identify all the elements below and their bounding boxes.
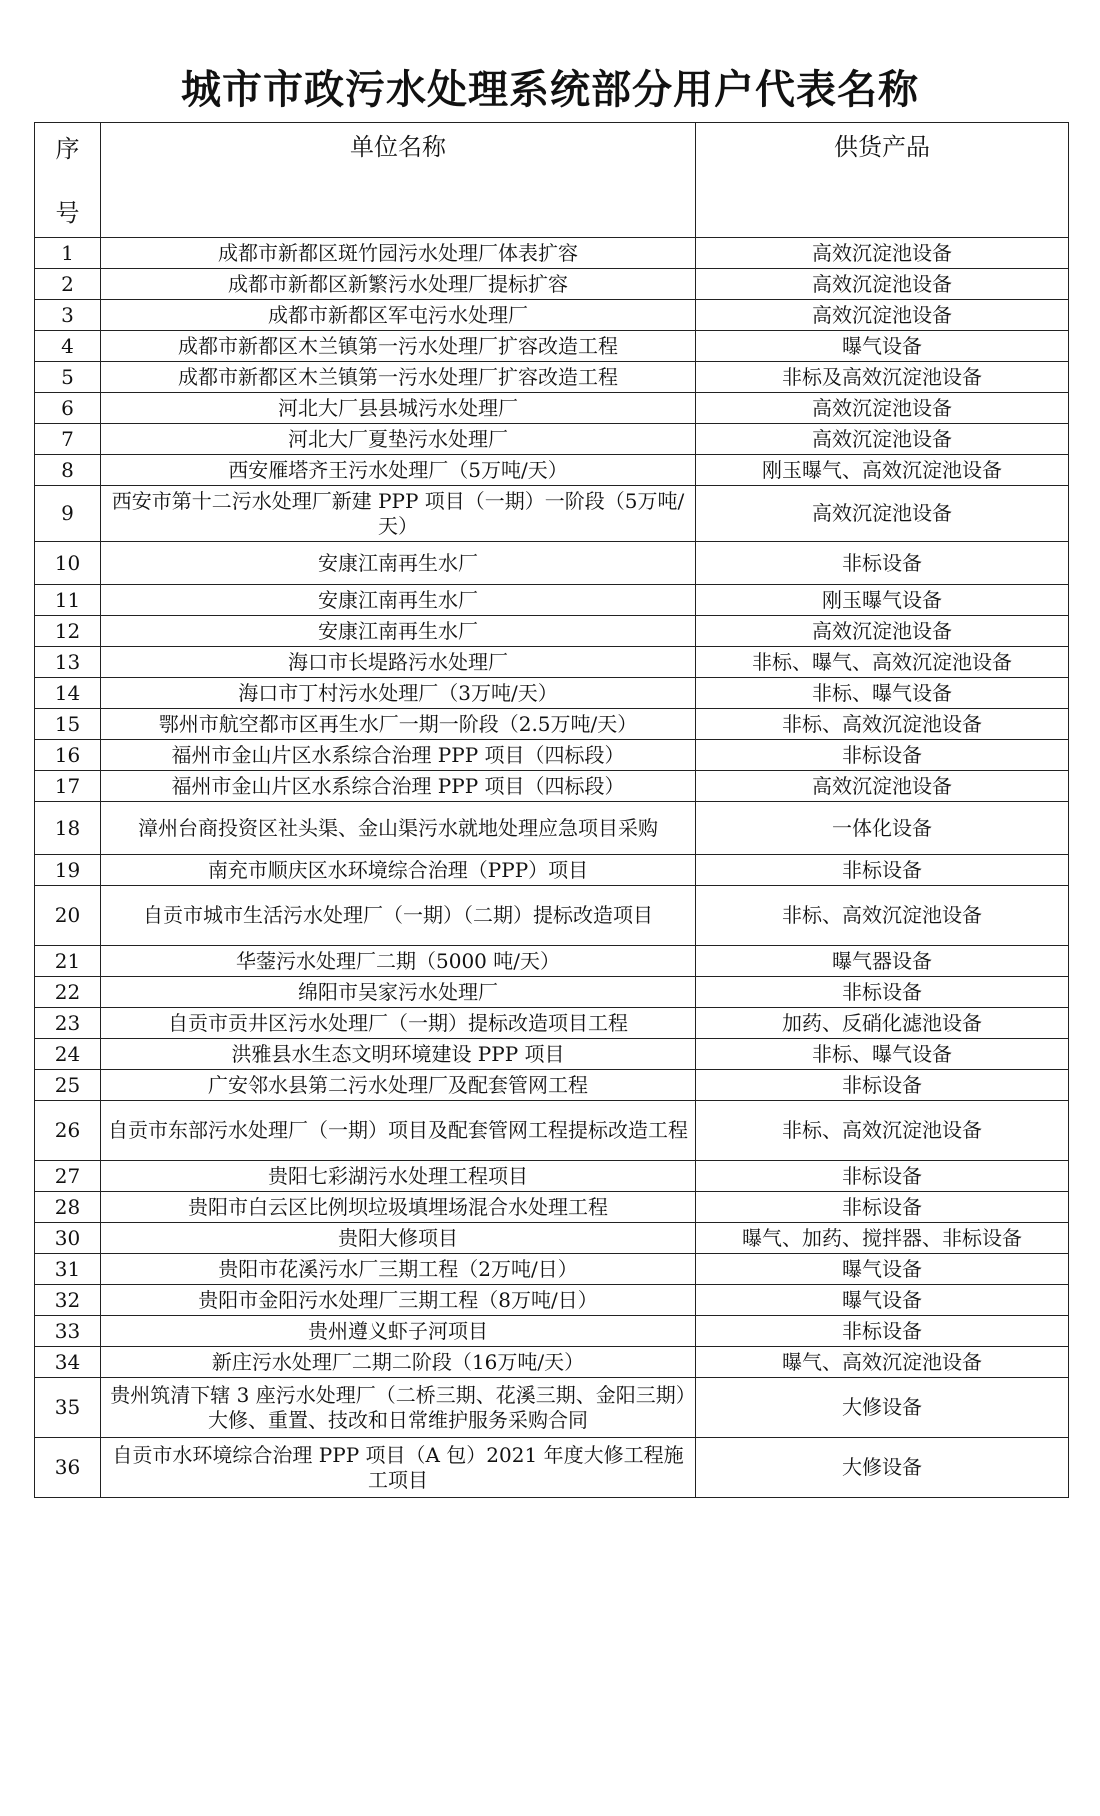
table-row: [35, 1223, 1069, 1254]
row-unit-name: 海口市长堤路污水处理厂: [101, 647, 696, 678]
table-row: [35, 455, 1069, 486]
row-product: 曝气设备: [696, 1254, 1069, 1285]
row-unit-name: 成都市新都区木兰镇第一污水处理厂扩容改造工程: [101, 331, 696, 362]
row-number: 11: [35, 585, 101, 616]
row-unit-name: 华蓥污水处理厂二期（5000 吨/天）: [101, 946, 696, 977]
row-number: 5: [35, 362, 101, 393]
row-unit-name: 成都市新都区斑竹园污水处理厂体表扩容: [101, 238, 696, 269]
table-header-row: [35, 123, 1069, 238]
row-product: 加药、反硝化滤池设备: [696, 1008, 1069, 1039]
row-product: 刚玉曝气、高效沉淀池设备: [696, 455, 1069, 486]
table-row: [35, 1039, 1069, 1070]
header-seq: [35, 123, 101, 238]
row-product: 非标、曝气设备: [696, 678, 1069, 709]
header-seq-line2: 号: [55, 199, 80, 227]
table-row: [35, 1285, 1069, 1316]
row-number: 22: [35, 977, 101, 1008]
row-number: 32: [35, 1285, 101, 1316]
table-row: [35, 977, 1069, 1008]
row-product: 非标设备: [696, 542, 1069, 585]
customer-table: [34, 122, 1069, 1498]
row-product: 非标、高效沉淀池设备: [696, 1101, 1069, 1161]
header-seq-line1: 序: [55, 135, 80, 163]
row-product: 刚玉曝气设备: [696, 585, 1069, 616]
row-unit-name: 福州市金山片区水系综合治理 PPP 项目（四标段）: [101, 740, 696, 771]
row-unit-name: 自贡市水环境综合治理 PPP 项目（A 包）2021 年度大修工程施工项目: [101, 1438, 696, 1498]
row-product: 非标、高效沉淀池设备: [696, 886, 1069, 946]
row-product: 高效沉淀池设备: [696, 238, 1069, 269]
row-product: 曝气、加药、搅拌器、非标设备: [696, 1223, 1069, 1254]
row-number: 1: [35, 238, 101, 269]
row-unit-name: 河北大厂县县城污水处理厂: [101, 393, 696, 424]
row-product: 大修设备: [696, 1378, 1069, 1438]
row-product: 一体化设备: [696, 802, 1069, 855]
row-number: 36: [35, 1438, 101, 1498]
row-number: 6: [35, 393, 101, 424]
row-product: 曝气、高效沉淀池设备: [696, 1347, 1069, 1378]
row-unit-name: 西安市第十二污水处理厂新建 PPP 项目（一期）一阶段（5万吨/天）: [101, 486, 696, 542]
row-number: 26: [35, 1101, 101, 1161]
row-number: 20: [35, 886, 101, 946]
table-row: [35, 331, 1069, 362]
row-product: 高效沉淀池设备: [696, 300, 1069, 331]
header-product: 供货产品: [696, 123, 1069, 238]
table-row: [35, 740, 1069, 771]
row-unit-name: 广安邻水县第二污水处理厂及配套管网工程: [101, 1070, 696, 1101]
row-number: 34: [35, 1347, 101, 1378]
row-unit-name: 海口市丁村污水处理厂（3万吨/天）: [101, 678, 696, 709]
row-number: 7: [35, 424, 101, 455]
row-unit-name: 安康江南再生水厂: [101, 616, 696, 647]
row-product: 曝气器设备: [696, 946, 1069, 977]
row-unit-name: 安康江南再生水厂: [101, 542, 696, 585]
table-row: [35, 1101, 1069, 1161]
row-product: 非标设备: [696, 740, 1069, 771]
row-number: 31: [35, 1254, 101, 1285]
table-row: [35, 362, 1069, 393]
table-row: [35, 709, 1069, 740]
table-row: [35, 1070, 1069, 1101]
row-unit-name: 河北大厂夏垫污水处理厂: [101, 424, 696, 455]
row-unit-name: 绵阳市吴家污水处理厂: [101, 977, 696, 1008]
row-number: 33: [35, 1316, 101, 1347]
row-number: 10: [35, 542, 101, 585]
row-number: 4: [35, 331, 101, 362]
row-unit-name: 成都市新都区军屯污水处理厂: [101, 300, 696, 331]
row-product: 非标及高效沉淀池设备: [696, 362, 1069, 393]
row-number: 24: [35, 1039, 101, 1070]
row-number: 3: [35, 300, 101, 331]
row-product: 曝气设备: [696, 331, 1069, 362]
row-number: 27: [35, 1161, 101, 1192]
table-row: [35, 886, 1069, 946]
row-unit-name: 贵阳市白云区比例坝垃圾填埋场混合水处理工程: [101, 1192, 696, 1223]
table-row: [35, 616, 1069, 647]
row-product: 非标设备: [696, 1161, 1069, 1192]
table-row: [35, 424, 1069, 455]
row-product: 高效沉淀池设备: [696, 771, 1069, 802]
row-product: 非标设备: [696, 977, 1069, 1008]
table-row: [35, 946, 1069, 977]
row-unit-name: 成都市新都区新繁污水处理厂提标扩容: [101, 269, 696, 300]
row-unit-name: 贵州遵义虾子河项目: [101, 1316, 696, 1347]
row-unit-name: 南充市顺庆区水环境综合治理（PPP）项目: [101, 855, 696, 886]
table-row: [35, 1161, 1069, 1192]
row-unit-name: 福州市金山片区水系综合治理 PPP 项目（四标段）: [101, 771, 696, 802]
row-product: 高效沉淀池设备: [696, 486, 1069, 542]
row-number: 18: [35, 802, 101, 855]
row-number: 8: [35, 455, 101, 486]
row-number: 2: [35, 269, 101, 300]
row-unit-name: 自贡市东部污水处理厂（一期）项目及配套管网工程提标改造工程: [101, 1101, 696, 1161]
row-number: 25: [35, 1070, 101, 1101]
page-title: 城市市政污水处理系统部分用户代表名称: [181, 67, 919, 113]
row-unit-name: 贵阳大修项目: [101, 1223, 696, 1254]
row-number: 17: [35, 771, 101, 802]
table-row: [35, 855, 1069, 886]
table-row: [35, 1378, 1069, 1438]
table-row: [35, 1008, 1069, 1039]
table-row: [35, 771, 1069, 802]
row-unit-name: 贵阳市花溪污水厂三期工程（2万吨/日）: [101, 1254, 696, 1285]
row-product: 非标设备: [696, 855, 1069, 886]
table-row: [35, 585, 1069, 616]
row-product: 非标、曝气设备: [696, 1039, 1069, 1070]
row-unit-name: 自贡市城市生活污水处理厂（一期）（二期）提标改造项目: [101, 886, 696, 946]
row-unit-name: 鄂州市航空都市区再生水厂一期一阶段（2.5万吨/天）: [101, 709, 696, 740]
row-number: 15: [35, 709, 101, 740]
table-row: [35, 1192, 1069, 1223]
row-number: 23: [35, 1008, 101, 1039]
table-row: [35, 678, 1069, 709]
row-number: 19: [35, 855, 101, 886]
row-unit-name: 成都市新都区木兰镇第一污水处理厂扩容改造工程: [101, 362, 696, 393]
row-number: 13: [35, 647, 101, 678]
row-unit-name: 安康江南再生水厂: [101, 585, 696, 616]
table-row: [35, 238, 1069, 269]
row-number: 35: [35, 1378, 101, 1438]
table-row: [35, 647, 1069, 678]
row-unit-name: 贵州筑清下辖 3 座污水处理厂（二桥三期、花溪三期、金阳三期）大修、重置、技改和日常维护服务采购合同: [101, 1378, 696, 1438]
table-row: [35, 1316, 1069, 1347]
table-row: [35, 300, 1069, 331]
row-unit-name: 自贡市贡井区污水处理厂（一期）提标改造项目工程: [101, 1008, 696, 1039]
row-product: 非标设备: [696, 1316, 1069, 1347]
row-number: 21: [35, 946, 101, 977]
table-row: [35, 1254, 1069, 1285]
table-row: [35, 269, 1069, 300]
row-product: 非标设备: [696, 1192, 1069, 1223]
row-unit-name: 贵阳七彩湖污水处理工程项目: [101, 1161, 696, 1192]
table-row: [35, 393, 1069, 424]
row-unit-name: 西安雁塔齐王污水处理厂（5万吨/天）: [101, 455, 696, 486]
row-number: 9: [35, 486, 101, 542]
row-unit-name: 新庄污水处理厂二期二阶段（16万吨/天）: [101, 1347, 696, 1378]
table-row: [35, 1347, 1069, 1378]
table-row: [35, 802, 1069, 855]
row-product: 非标、高效沉淀池设备: [696, 709, 1069, 740]
row-product: 非标设备: [696, 1070, 1069, 1101]
table-row: [35, 1438, 1069, 1498]
row-number: 16: [35, 740, 101, 771]
row-number: 30: [35, 1223, 101, 1254]
row-unit-name: 洪雅县水生态文明环境建设 PPP 项目: [101, 1039, 696, 1070]
row-number: 12: [35, 616, 101, 647]
row-number: 14: [35, 678, 101, 709]
row-product: 高效沉淀池设备: [696, 393, 1069, 424]
row-product: 高效沉淀池设备: [696, 269, 1069, 300]
row-product: 高效沉淀池设备: [696, 424, 1069, 455]
row-number: 28: [35, 1192, 101, 1223]
row-unit-name: 漳州台商投资区社头渠、金山渠污水就地处理应急项目采购: [101, 802, 696, 855]
row-unit-name: 贵阳市金阳污水处理厂三期工程（8万吨/日）: [101, 1285, 696, 1316]
row-product: 大修设备: [696, 1438, 1069, 1498]
table-row: [35, 542, 1069, 585]
row-product: 非标、曝气、高效沉淀池设备: [696, 647, 1069, 678]
row-product: 曝气设备: [696, 1285, 1069, 1316]
row-product: 高效沉淀池设备: [696, 616, 1069, 647]
table-row: [35, 486, 1069, 542]
header-unit: 单位名称: [101, 123, 696, 238]
